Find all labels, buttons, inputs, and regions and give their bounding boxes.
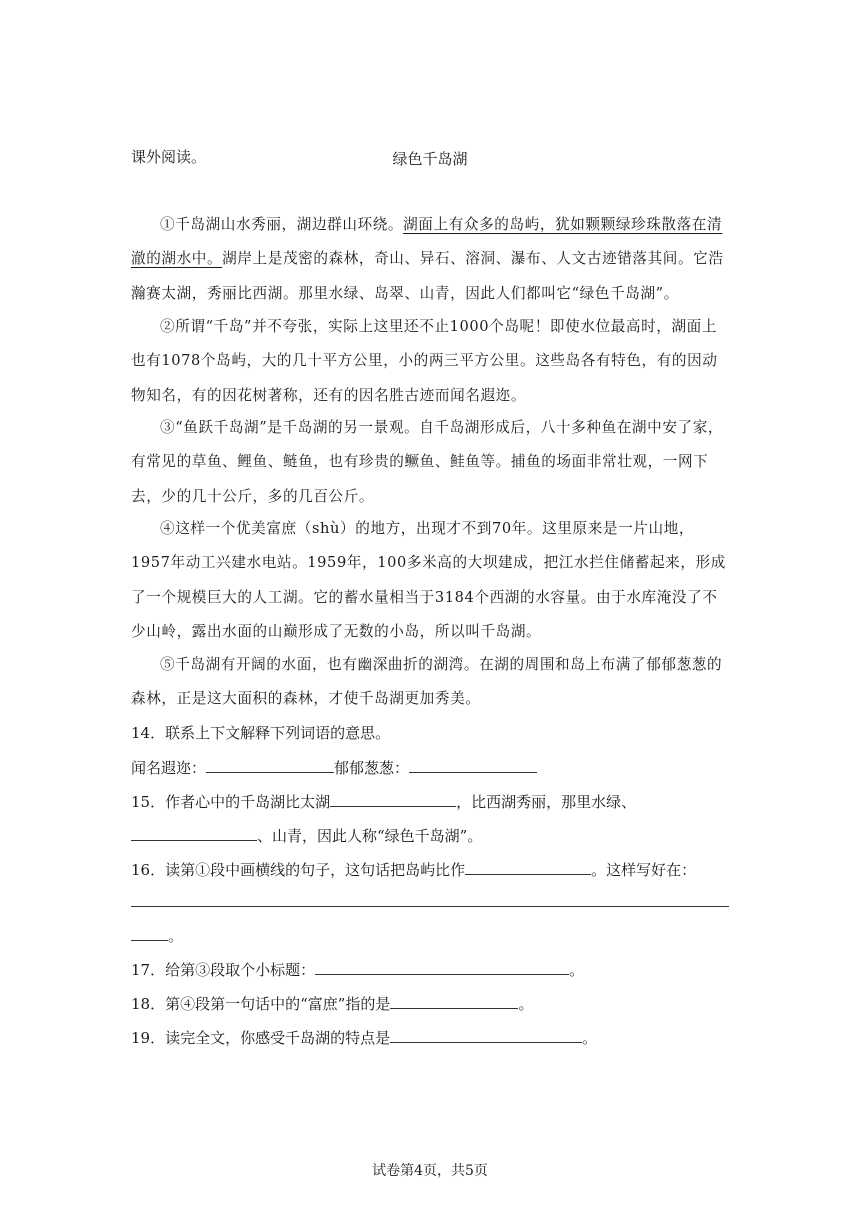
q15-answer-blank-b[interactable]: [131, 824, 257, 841]
question-14-items: [131, 756, 537, 778]
q14-answer-blank-b[interactable]: [409, 756, 537, 773]
q16-end-mark: 。: [168, 927, 184, 945]
q19-text: 19．读完全文，你感受千岛湖的特点是: [131, 1029, 391, 1047]
question-15-line-1: [131, 790, 636, 812]
paragraph-2: ②所谓“千岛”并不夸张，实际上这里还不止1000个岛呢！即使水位最高时，湖面上也有1078个岛屿，大的几十平方公里，小的两三平方公里。这些岛各有特色，有的因动物知名，有的因花树著称，还有的因名胜古迹而闻名遐迩。: [131, 318, 718, 404]
q16-text-a: 16．读第①段中画横线的句子，这句话把岛屿比作: [131, 861, 466, 879]
q15-text-b: ，比西湖秀丽，那里水绿、: [456, 793, 637, 811]
q16-text-b: 。这样写好在：: [591, 861, 697, 879]
q19-end-mark: 。: [582, 1029, 598, 1047]
q17-end-mark: 。: [569, 961, 585, 979]
page-footer: 试卷第4页，共5页: [372, 1163, 488, 1179]
question-15-line-2: [131, 824, 482, 846]
question-18: [131, 992, 533, 1014]
q18-text: 18．第④段第一句话中的“富庶”指的是: [131, 995, 391, 1013]
q16-answer-line[interactable]: [131, 906, 729, 907]
paragraph-5: ⑤千岛湖有开阔的水面，也有幽深曲折的湖湾。在湖的周围和岛上布满了郁郁葱葱的森林，正是这大面积的森林，才使千岛湖更加秀美。: [131, 656, 723, 708]
paragraph-1: [131, 208, 729, 311]
question-19: [131, 1026, 597, 1048]
q16-answer-blank-b[interactable]: [131, 924, 168, 941]
paragraph-4: ④这样一个优美富庶（shù）的地方，出现才不到70年。这里原来是一片山地，1957年动工兴建水电站。1959年，100多米高的大坝建成，把江水拦住储蓄起来，形成了一个规模巨大的人工湖。它的蓄水量相当于3184个西湖的水容量。由于水库淹没了不少山岭，露出水面的山巅形成了无数的小岛，所以叫千岛湖。: [131, 520, 726, 640]
q15-answer-blank-a[interactable]: [330, 790, 456, 807]
q18-answer-blank[interactable]: [390, 992, 518, 1009]
q14-term-b: 郁郁葱葱：: [334, 759, 410, 777]
q16-answer-blank-a[interactable]: [465, 858, 591, 875]
q15-text-c: 、山青，因此人称“绿色千岛湖”。: [257, 827, 483, 845]
q18-end-mark: 。: [518, 995, 534, 1013]
p1-text-pre: ①千岛湖山水秀丽，湖边群山环绕。: [160, 216, 404, 233]
paragraph-3: ③“鱼跃千岛湖”是千岛湖的另一景观。自千岛湖形成后，八十多种鱼在湖中安了家，有常见的草鱼、鲤鱼、鲢鱼，也有珍贵的鳜鱼、鲑鱼等。捕鱼的场面非常壮观，一网下去，少的几十公斤，多的几百公斤。: [131, 419, 724, 505]
section-label: 课外阅读。: [131, 148, 207, 166]
q15-text-a: 15．作者心中的千岛湖比太湖: [131, 793, 331, 811]
passage-title: 绿色千岛湖: [392, 150, 468, 168]
question-17: [131, 958, 584, 980]
q17-text: 17．给第③段取个小标题：: [131, 961, 316, 979]
p1-text-post: 湖岸上是茂密的森林，奇山、异石、溶洞、瀑布、人文古迹错落其间。它浩瀚赛太湖，秀丽比西湖。那里水绿、岛翠、山青，因此人们都叫它“绿色千岛湖”。: [131, 250, 724, 302]
q19-answer-blank[interactable]: [390, 1026, 582, 1043]
question-14: 14．联系上下文解释下列词语的意思。: [131, 724, 391, 742]
p1-underlined-sentence: 湖面上有众多的岛屿，犹如颗颗绿珍珠散落在清澈的湖水中。: [131, 216, 723, 268]
question-16: [131, 858, 696, 880]
q14-answer-blank-a[interactable]: [206, 756, 334, 773]
q17-answer-blank[interactable]: [315, 958, 569, 975]
question-16-end: [131, 924, 183, 946]
q14-term-a: 闻名遐迩：: [131, 759, 207, 777]
